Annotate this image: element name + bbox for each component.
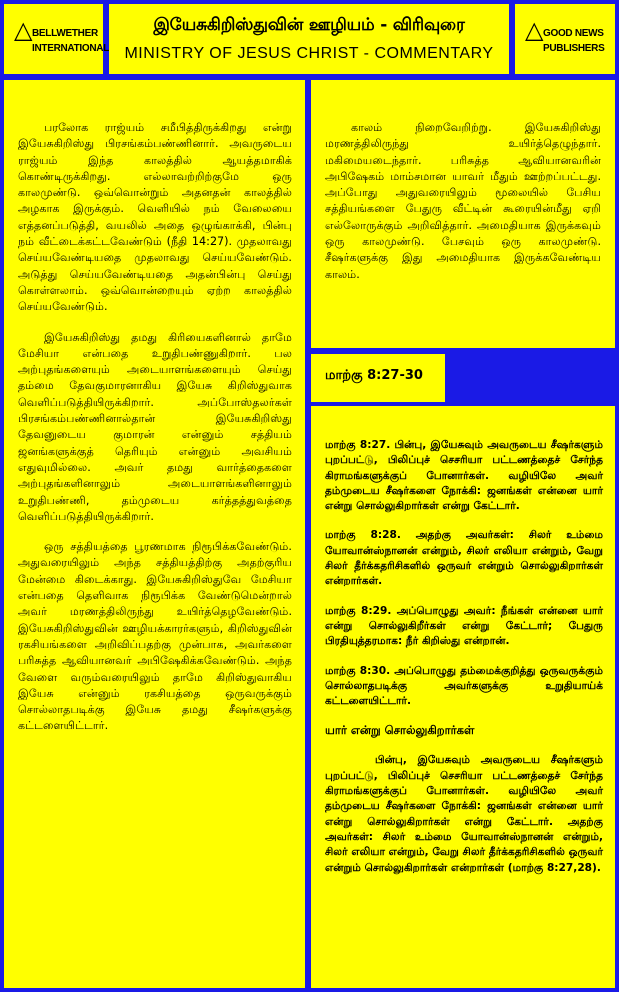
commentary-paragraph: இயேசுகிறிஸ்து தமது கிரியைகளினால் தாமே மேசியா என்பதை உறுதிபண்ணுகிறார். பல அற்புதங்களையும் அடையாளங்களையும் செய்து தம்மை தேவகுமாரனாகிய இயேசு கிறிஸ்துவாக வெளிப்படுத்தியிருக்கிறார். அப்போஸ்தலர்கள் பிரசங்கம்பண்ணினால்தான் இயேசுகிறிஸ்து தேவனுடைய குமாரன் என்னும் சத்தியம் ஜனங்களுக்குத் தெரியும் என்னும் அவசியம் எதுவுமில்லை. அவர் தமது வார்த்தைகளை அற்புதங்களினாலும் அடையாளங்களினாலும் உறுதிபண்ணி, தம்முடைய கர்த்தத்துவத்தை வெளிப்படுத்தியிருக்கிறார்.: [18, 330, 292, 523]
commentary-paragraph: பரலோக ராஜ்யம் சமீபித்திருக்கிறது என்று இயேசுகிறிஸ்து பிரசங்கம்பண்ணினார். அவருடைய ராஜ்யம் இந்த காலத்தில் ஆயத்தமாகிக் கொண்டிருக்கிறது. எல்லாவற்றிற்குமே ஒரு காலமுண்டு. ஒவ்வொன்றும் அதனதன் காலத்தில் அழகாக இருக்கும். வெளியில் நம் வேலையை எத்தனப்படுத்தி, வயலில் அதை ஒழுங்காக்கி, பின்பு நம் வீட்டைக்கட்டவேண்டும் (நீதி 14:27). முதலாவது செய்யவேண்டியதை முதலாவது செய்யவேண்டும். அடுத்து செய்யவேண்டியதை அதன்பின்பு செய்து கொள்ளலாம். ஒவ்வொன்றையும் ஏற்ற காலத்தில் செய்யவேண்டும்.: [18, 121, 292, 314]
verse-text: மாற்கு 8:28. அதற்கு அவர்கள்: சிலர் உம்மை யோவான்ஸ்நானன் என்றும், சிலர் எலியா என்றும், வேறு சிலர் தீர்க்கதரிசிகளில் ஒருவர் என்றும் சொல்லுகிறார்கள் என்றார்கள்.: [325, 529, 603, 588]
closing-paragraph: பின்பு, இயேசுவும் அவருடைய சீஷர்களும் புறப்பட்டு, பிலிப்புச் செசரியா பட்டணத்தைச் சேர்ந்த கிராமங்களுக்குப் போனார்கள். வழியிலே அவர் தம்முடைய சீஷர்களை நோக்கி: ஜனங்கள் என்னை யார் என்று சொல்லுகிறார்கள் என்று கேட்டார். அதற்கு அவர்கள்: சிலர் உம்மை யோவான்ஸ்நானன் என்றும், சிலர் எலியா என்றும், வேறு சிலர் தீர்க்கதரிசிகளில் ஒருவர் என்றும் சொல்லுகிறார்கள் என்றார்கள் (மாற்கு 8:27,28).: [325, 754, 603, 874]
section-subheading: யார் என்று சொல்லுகிறார்கள்: [325, 723, 475, 738]
lighthouse-icon: △: [14, 16, 33, 44]
passage-heading: மாற்கு 8:27-30: [325, 368, 423, 383]
verse-text: மாற்கு 8:30. அப்பொழுது தம்மைக்குறித்து ஒருவருக்கும் சொல்லாதபடிக்கு அவர்களுக்கு உறுதியாய்க் கட்டளையிட்டார்.: [325, 664, 603, 708]
logo-left-line1: BELLWETHER: [32, 28, 98, 39]
title-tamil: இயேசுகிறிஸ்துவின் ஊழியம் - விரிவுரை: [153, 15, 465, 35]
left-column: [4, 80, 305, 988]
commentary-paragraph: காலம் நிறைவேறிற்று. இயேசுகிறிஸ்து மரணத்திலிருந்து உயிர்த்தெழுந்தார். மகிமையடைந்தார். பரிசுத்த ஆவியானவரின் அபிஷேகம் மாம்சமான யாவர் மீதும் ஊற்றப்பட்டது. அப்போது அதுவரையிலும் மூலையில் பேசிய சத்தியங்களை பேதுரு வீட்டின் கூரையின்மீது ஏறி எல்லோருக்கும் அறிவித்தார். அமைதியாக இருக்கவும் ஒரு காலமுண்டு. பேசவும் ஒரு காலமுண்டு. சீஷர்களுக்கு இது அமைதியாக இருக்கவேண்டிய காலம்.: [325, 121, 601, 281]
publisher-logo-left: [4, 4, 110, 74]
logo-right-line2: PUBLISHERS: [543, 43, 605, 54]
commentary-paragraph: ஒரு சத்தியத்தை பூரணமாக நிரூபிக்கவேண்டும். அதுவரையிலும் அந்த சத்தியத்திற்கு அதற்குரிய மேன்மை கிடைக்காது. இயேசுகிறிஸ்துவே மேசியா என்பதை தெளிவாக நிரூபிக்க வேண்டுமென்றால் அவர் மரணத்திலிருந்து உயிர்த்தெழவேண்டும். இயேசுகிறிஸ்துவின் ஊழியக்காரர்களும், கிறிஸ்துவின் ரகசியங்களை அறிவிப்பதற்கு முன்பாக, அவர்களை பரிசுத்த ஆவியானவர் அபிஷேகிக்கவேண்டும். அந்த வேளை வரும்வரையிலும் தாமே கிறிஸ்துவாகிய இயேசு என்னும் ரகசியத்தை ஒருவருக்கும் சொல்லாதபடிக்கு இயேசு தமது சீஷர்களுக்கு கட்டளையிட்டார்.: [18, 540, 292, 733]
right-bottom-column: [311, 406, 615, 988]
lighthouse-icon: △: [525, 16, 544, 44]
publisher-logo-right: [515, 4, 615, 74]
logo-right-line1: GOOD NEWS: [543, 28, 604, 39]
passage-heading-box: [311, 354, 445, 402]
title-english: MINISTRY OF JESUS CHRIST - COMMENTARY: [124, 45, 494, 62]
verse-text: மாற்கு 8:29. அப்பொழுது அவர்: நீங்கள் என்னை யார் என்று சொல்லுகிறீர்கள் என்று கேட்டார்; பேதுரு பிரதியுத்தரமாக: நீர் கிறிஸ்து என்றான்.: [325, 604, 603, 648]
verse-text: மாற்கு 8:27. பின்பு, இயேசுவும் அவருடைய சீஷர்களும் புறப்பட்டு, பிலிப்புச் செசரியா பட்டணத்தைச் சேர்ந்த கிராமங்களுக்குப் போனார்கள். வழியிலே அவர் தம்முடைய சீஷர்களை நோக்கி: ஜனங்கள் என்னை யார் என்று சொல்லுகிறார்கள் என்று கேட்டார்.: [325, 439, 603, 513]
logo-left-line2: INTERNATIONAL: [32, 43, 110, 54]
page-header: [109, 4, 509, 74]
right-top-column: [311, 80, 615, 348]
